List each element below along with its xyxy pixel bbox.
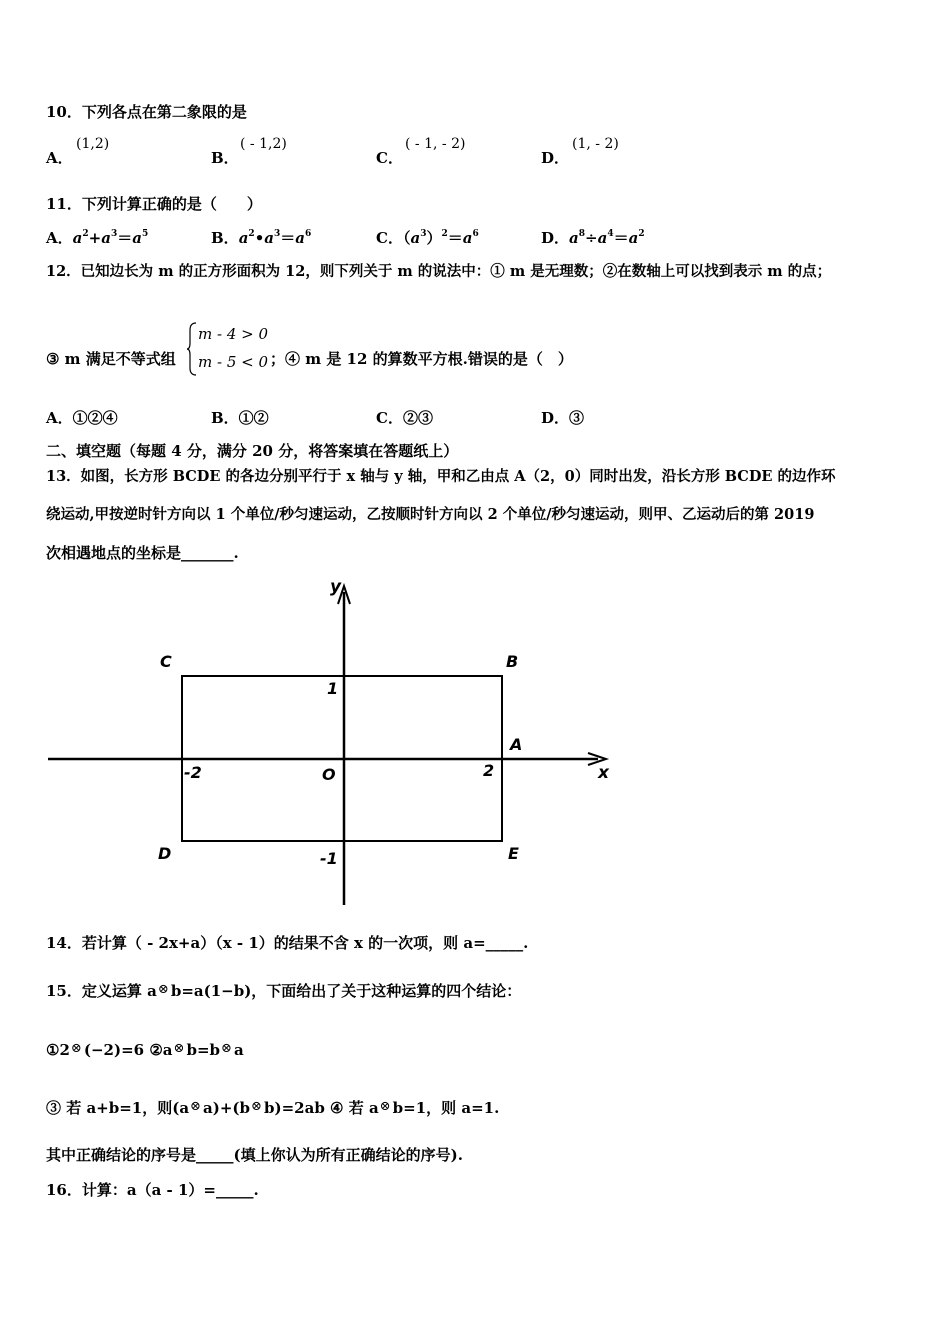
q10-option-d-coord: (1, - 2) [572, 136, 619, 152]
q11-option-b: B．$a^2•a^3=a^6$ [211, 229, 312, 247]
q10-option-b-label: B． [211, 149, 239, 167]
q11-stem: 11．下列计算正确的是（ ） [46, 195, 262, 213]
q14-text: 14．若计算（ - 2x+a）（x - 1）的结果不含 x 的一次项，则 a=_____. [46, 934, 529, 952]
q12-option-c: C．②③ [376, 409, 433, 427]
otimes-icon: ⊗ [221, 1041, 232, 1056]
q13-line-1: 13．如图，长方形 BCDE 的各边分别平行于 x 轴与 y 轴，甲和乙由点 A（2，0）同时出发，沿长方形 BCDE 的边作环 [46, 468, 836, 485]
q12-stem: 12．已知边长为 m 的正方形面积为 12，则下列关于 m 的说法中：① m 是无理数；②在数轴上可以找到表示 m 的点； [46, 263, 832, 280]
q12-part3-suffix: ；④ m 是 12 的算数平方根.错误的是（ ） [270, 350, 573, 368]
q15-conclusions-1-2: ①2 ⊗ (−2)=6 ②a ⊗ b=b ⊗ a [46, 1041, 244, 1059]
q11-option-c: C．$(a^3)^2=a^6$ [376, 229, 479, 247]
q10-option-c-label: C． [376, 149, 403, 167]
q10-option-a-label: A． [46, 149, 73, 167]
label-c: C [160, 652, 172, 671]
q11-option-a: A．$a^2+a^3=a^5$ [46, 229, 149, 247]
otimes-icon: ⊗ [190, 1099, 201, 1114]
q10-stem: 10．下列各点在第二象限的是 [46, 103, 247, 121]
label-neg-two: -2 [184, 763, 202, 782]
label-e: E [508, 844, 519, 863]
coordinate-figure [40, 570, 630, 915]
label-a: A [510, 735, 523, 754]
label-y: y [330, 577, 342, 597]
label-x: x [598, 763, 609, 783]
otimes-icon: ⊗ [251, 1099, 262, 1114]
q12-option-b: B．①② [211, 409, 269, 427]
q12-inequality-1: m - 4 > 0 [198, 325, 269, 343]
q16-text: 16．计算：a（a - 1）=_____. [46, 1181, 259, 1199]
q13-line-3: 次相遇地点的坐标是_______. [46, 544, 239, 562]
section-heading: 二、填空题（每题 4 分，满分 20 分，将答案填在答题纸上） [46, 442, 459, 460]
q12-inequality-2: m - 5 < 0 [198, 353, 269, 371]
q10-option-b-coord: ( - 1,2) [240, 136, 287, 152]
otimes-icon: ⊗ [173, 1041, 185, 1056]
q10-option-d-label: D． [541, 149, 570, 167]
q13-line-2: 绕运动,甲按逆时针方向以 1 个单位/秒匀速运动，乙按顺时针方向以 2 个单位/秒匀速运动，则甲、乙运动后的第 2019 [46, 506, 815, 523]
otimes-icon: ⊗ [157, 982, 169, 997]
q15-conclusions-3-4: ③ 若 a+b=1，则(a ⊗ a)+(b ⊗ b)=2ab ④ 若 a ⊗ b=1，则 a=1. [46, 1099, 500, 1117]
label-two: 2 [483, 761, 495, 780]
label-b: B [506, 652, 519, 671]
q10-option-a-coord: (1,2) [76, 136, 110, 152]
q11-option-d: D．$a^8\div a^4=a^2$ [541, 229, 645, 247]
otimes-icon: ⊗ [379, 1099, 391, 1114]
q15-stem: 15．定义运算 a ⊗ b=a(1−b)，下面给出了关于这种运算的四个结论： [46, 982, 522, 1000]
label-one: 1 [327, 679, 339, 698]
brace-icon [186, 322, 198, 376]
q10-option-c-coord: ( - 1, - 2) [405, 136, 466, 152]
label-origin: O [322, 765, 336, 784]
q12-option-a: A．①②④ [46, 409, 118, 427]
q15-conclusion: 其中正确结论的序号是_____(填上你认为所有正确结论的序号). [46, 1146, 463, 1164]
q12-part3-prefix: ③ m 满足不等式组 [46, 350, 176, 368]
q12-option-d: D．③ [541, 409, 585, 427]
label-d: D [158, 844, 172, 863]
otimes-icon: ⊗ [70, 1041, 82, 1056]
label-neg-one: -1 [320, 849, 338, 868]
